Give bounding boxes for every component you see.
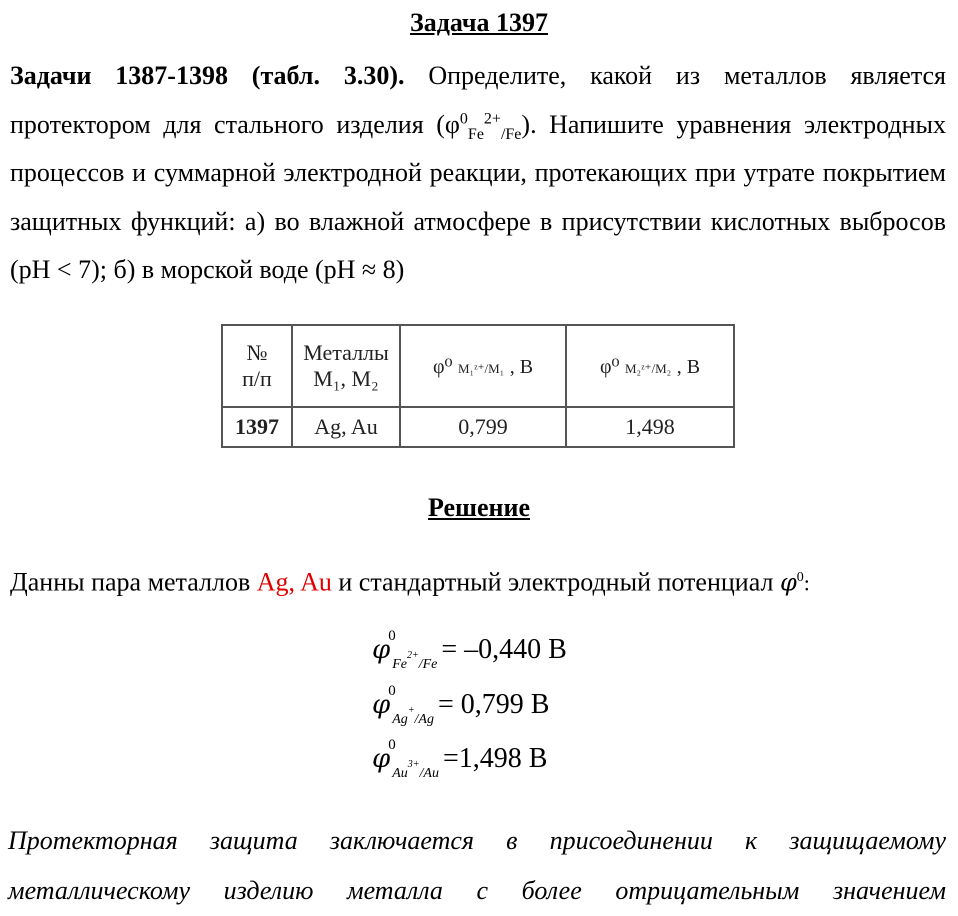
cell-phi1: 0,799 [400, 407, 566, 447]
task-reference: Задачи 1387-1398 (табл. 3.30). [10, 61, 405, 90]
eq-au-metal: /Au [419, 766, 439, 781]
equation-fe [372, 630, 567, 675]
phi-sub-slash-fe: /Fe [500, 125, 522, 143]
phi-sub-fe: Fe [467, 125, 484, 143]
eq-fe-value: = –0,440 В [441, 634, 567, 665]
given-metals: Ag, Au [256, 567, 332, 597]
header-metals [292, 325, 400, 407]
header-phi1-unit: , B [509, 356, 534, 378]
eq-ag-phi: φ [372, 690, 391, 720]
task-text-1: Определите, какой из металлов является протектором для стального изделия ( [10, 61, 946, 139]
eq-fe-zero: 0 [388, 628, 396, 644]
eq-ag-value: = 0,799 В [437, 689, 550, 720]
cell-phi2: 1,498 [566, 407, 734, 447]
phi-sup-charge: 2+ [483, 109, 501, 127]
task-statement [10, 52, 946, 295]
eq-au-value: =1,498 В [442, 743, 548, 774]
header-phi1-sub: M₁ᶻ⁺/M₁ [458, 361, 505, 376]
table-row [222, 407, 734, 447]
eq-au-phi: φ [372, 744, 391, 774]
given-phi: φ [779, 568, 797, 597]
header-num [222, 325, 292, 407]
protection-paragraph: Протекторная защита заключается в присоединении к защищаемому металлическому изделию металла с более отрицательным значением [8, 826, 946, 905]
equation-ag [372, 685, 549, 730]
given-text-1: Данны пара металлов [10, 567, 257, 597]
eq-fe-ion: Fe [392, 657, 407, 672]
header-metals-line2: M₁, M₂ [313, 366, 379, 391]
phi-symbol: φ [444, 109, 460, 139]
task-text-2: ). Напишите уравнения электродных процессов и суммарной электродной реакции, протекающих при утрате покрытием защитных функций: а) во влажной атмосфере в присутствии кислотных выбросов (pH < 7); б) в морской воде (pH ≈ 8) [10, 109, 946, 284]
given-phi-zero: 0 [796, 570, 804, 585]
eq-ag-ion: Ag [392, 712, 408, 727]
cell-num: 1397 [222, 407, 292, 447]
eq-au-charge: 3+ [407, 759, 420, 771]
eq-au-ion: Au [392, 766, 408, 781]
header-phi1 [400, 325, 566, 407]
eq-au-zero: 0 [388, 737, 396, 753]
eq-fe-charge: 2+ [406, 650, 419, 662]
given-colon: : [803, 570, 810, 596]
header-phi2-symbol: φ⁰ [599, 356, 620, 378]
given-text-2: и стандартный электродный потенциал [331, 567, 780, 597]
eq-ag-metal: /Ag [414, 712, 434, 727]
eq-fe-phi: φ [372, 635, 391, 665]
header-metals-line1: Металлы [303, 340, 389, 365]
eq-ag-charge: + [407, 705, 415, 717]
metals-table [221, 324, 735, 448]
equation-au [372, 739, 547, 784]
header-phi2 [566, 325, 734, 407]
given-line [10, 558, 950, 604]
header-phi2-sub: M₂ᶻ⁺/M₂ [625, 361, 672, 376]
header-num-line1: № [246, 340, 268, 365]
header-phi1-symbol: φ⁰ [432, 356, 453, 378]
eq-fe-metal: /Fe [418, 657, 438, 672]
table-header-row [222, 325, 734, 407]
phi-zero: 0 [459, 109, 468, 127]
header-num-line2: п/п [242, 366, 272, 391]
page-title: Задача 1397 [410, 8, 548, 37]
solution-heading: Решение [427, 493, 531, 522]
header-phi2-unit: , B [676, 356, 701, 378]
eq-ag-zero: 0 [388, 683, 396, 699]
cell-metals: Ag, Au [292, 407, 400, 447]
